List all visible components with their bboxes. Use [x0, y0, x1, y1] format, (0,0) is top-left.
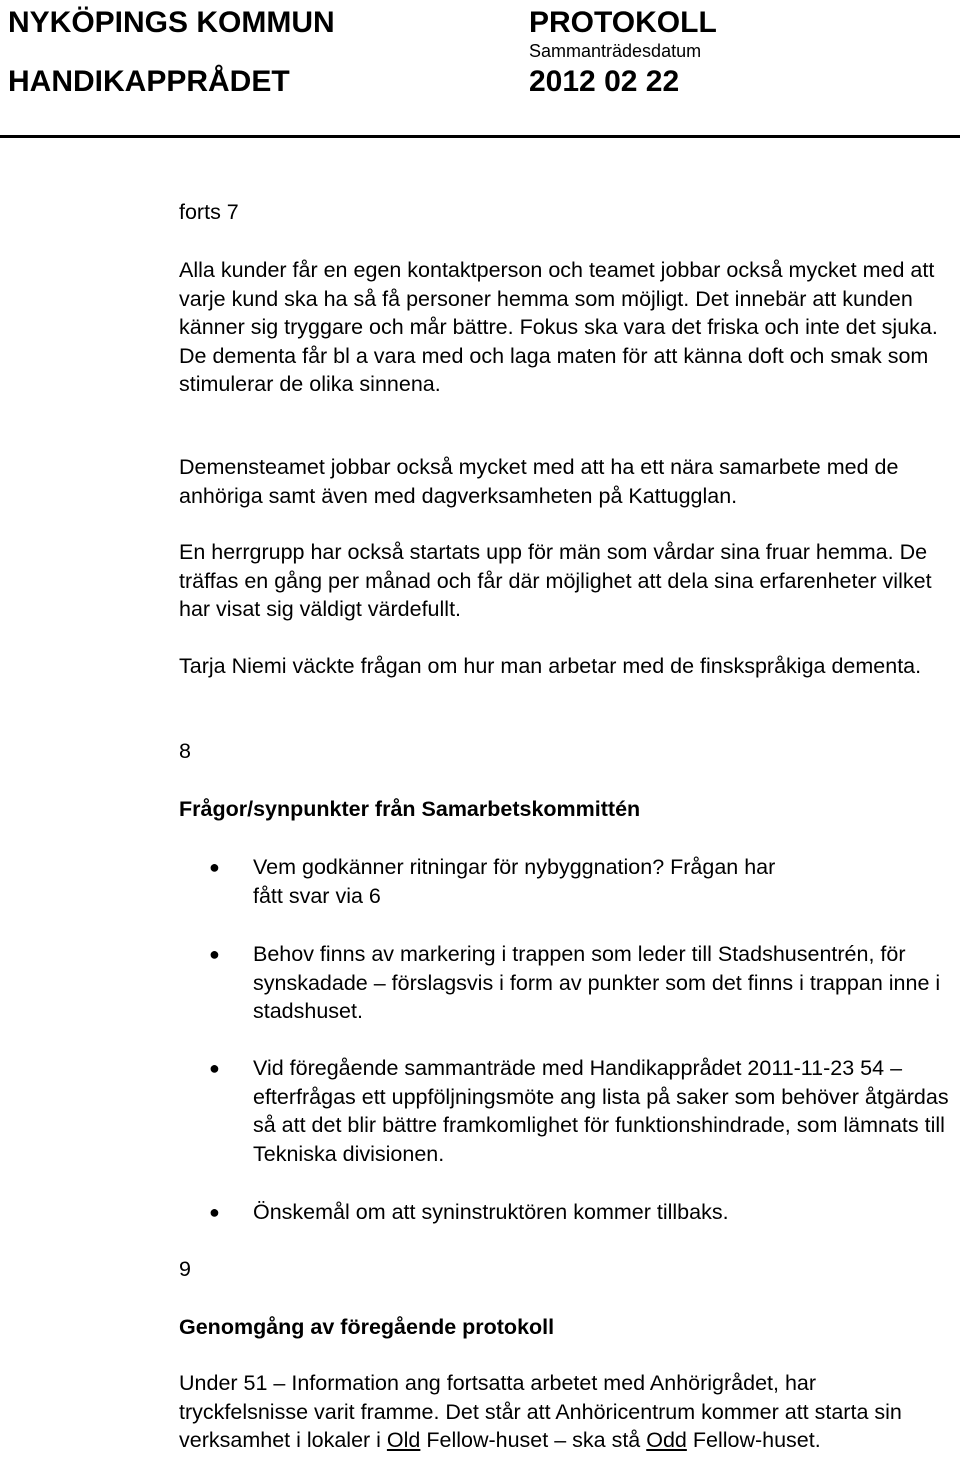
meeting-date-label: Sammanträdesdatum — [529, 41, 702, 61]
bullet-icon: ● — [209, 857, 220, 877]
paragraph-dementia-team: Demensteamet jobbar också mycket med att ha ett nära samarbete med de anhöriga samt även med dagverksamheten på Kattugglan. — [179, 455, 899, 508]
bullet-icon: ● — [209, 944, 220, 964]
organization-name: NYKÖPINGS KOMMUN — [8, 6, 335, 39]
section-continuation: forts 7 — [179, 200, 239, 224]
section-9-heading: Genomgång av föregående protokoll — [179, 1315, 555, 1339]
paragraph-text: Fellow-huset. — [686, 1428, 821, 1452]
paragraph-mens-group: En herrgrupp har också startats upp för män som vårdar sina fruar hemma. De träffas en gång per månad och får där möjlighet att dela sina erfarenheter vilket har visat sig väldigt värdefullt. — [179, 540, 932, 621]
paragraph-text: Under 51 – Information ang fortsatta arbetet med Anhörigrådet, har tryckfelsnisse varit framme. Det står att Anhöricentrum kommer att starta sin verksamhet i lokaler i — [179, 1371, 902, 1452]
section-9-number: 9 — [179, 1257, 191, 1281]
list-item-text: Behov finns av markering i trappen som leder till Stadshusentrén, för synskadade – förslagsvis i form av punkter som det finns i trappan inne i stadshuset. — [253, 942, 941, 1023]
underlined-word-odd: Odd — [646, 1428, 687, 1452]
section-8-heading: Frågor/synpunkter från Samarbetskommittén — [179, 797, 641, 821]
header-rule — [0, 135, 960, 138]
meeting-date: 2012 02 22 — [529, 65, 680, 98]
bullet-icon: ● — [209, 1058, 220, 1078]
bullet-icon: ● — [209, 1202, 220, 1222]
paragraph-previous-minutes — [179, 1369, 950, 1455]
list-item-text: Önskemål om att syninstruktören kommer tillbaks. — [253, 1200, 729, 1224]
underlined-word-old: Old — [386, 1428, 421, 1452]
paragraph-finnish-question: Tarja Niemi väckte frågan om hur man arbetar med de finskspråkiga dementa. — [179, 654, 922, 678]
department-name: HANDIKAPPRÅDET — [8, 65, 290, 98]
list-item-text: Vid föregående sammanträde med Handikapprådet 2011-11-23 54 – efterfrågas ett uppföljningsmöte ang lista på saker som behöver åtgärdas så att det blir bättre framkomlighet för funktionshindrade, som lämnats till Tekniska divisionen. — [253, 1056, 949, 1166]
paragraph-customers: Alla kunder får en egen kontaktperson och teamet jobbar också mycket med att varje kund ska ha så få personer hemma som möjligt. Det innebär att kunden känner sig tryggare och mår bättre. Fokus ska vara det friska och inte det sjuka. De dementa får bl a vara med och laga maten för att känna doft och smak som stimulerar de olika sinnena. — [179, 258, 938, 396]
section-8-number: 8 — [179, 739, 191, 763]
list-item-text: Vem godkänner ritningar för nybyggnation? Frågan har fått svar via 6 — [253, 855, 776, 908]
document-type: PROTOKOLL — [529, 6, 717, 39]
paragraph-text: Fellow-huset – ska stå — [420, 1428, 647, 1452]
